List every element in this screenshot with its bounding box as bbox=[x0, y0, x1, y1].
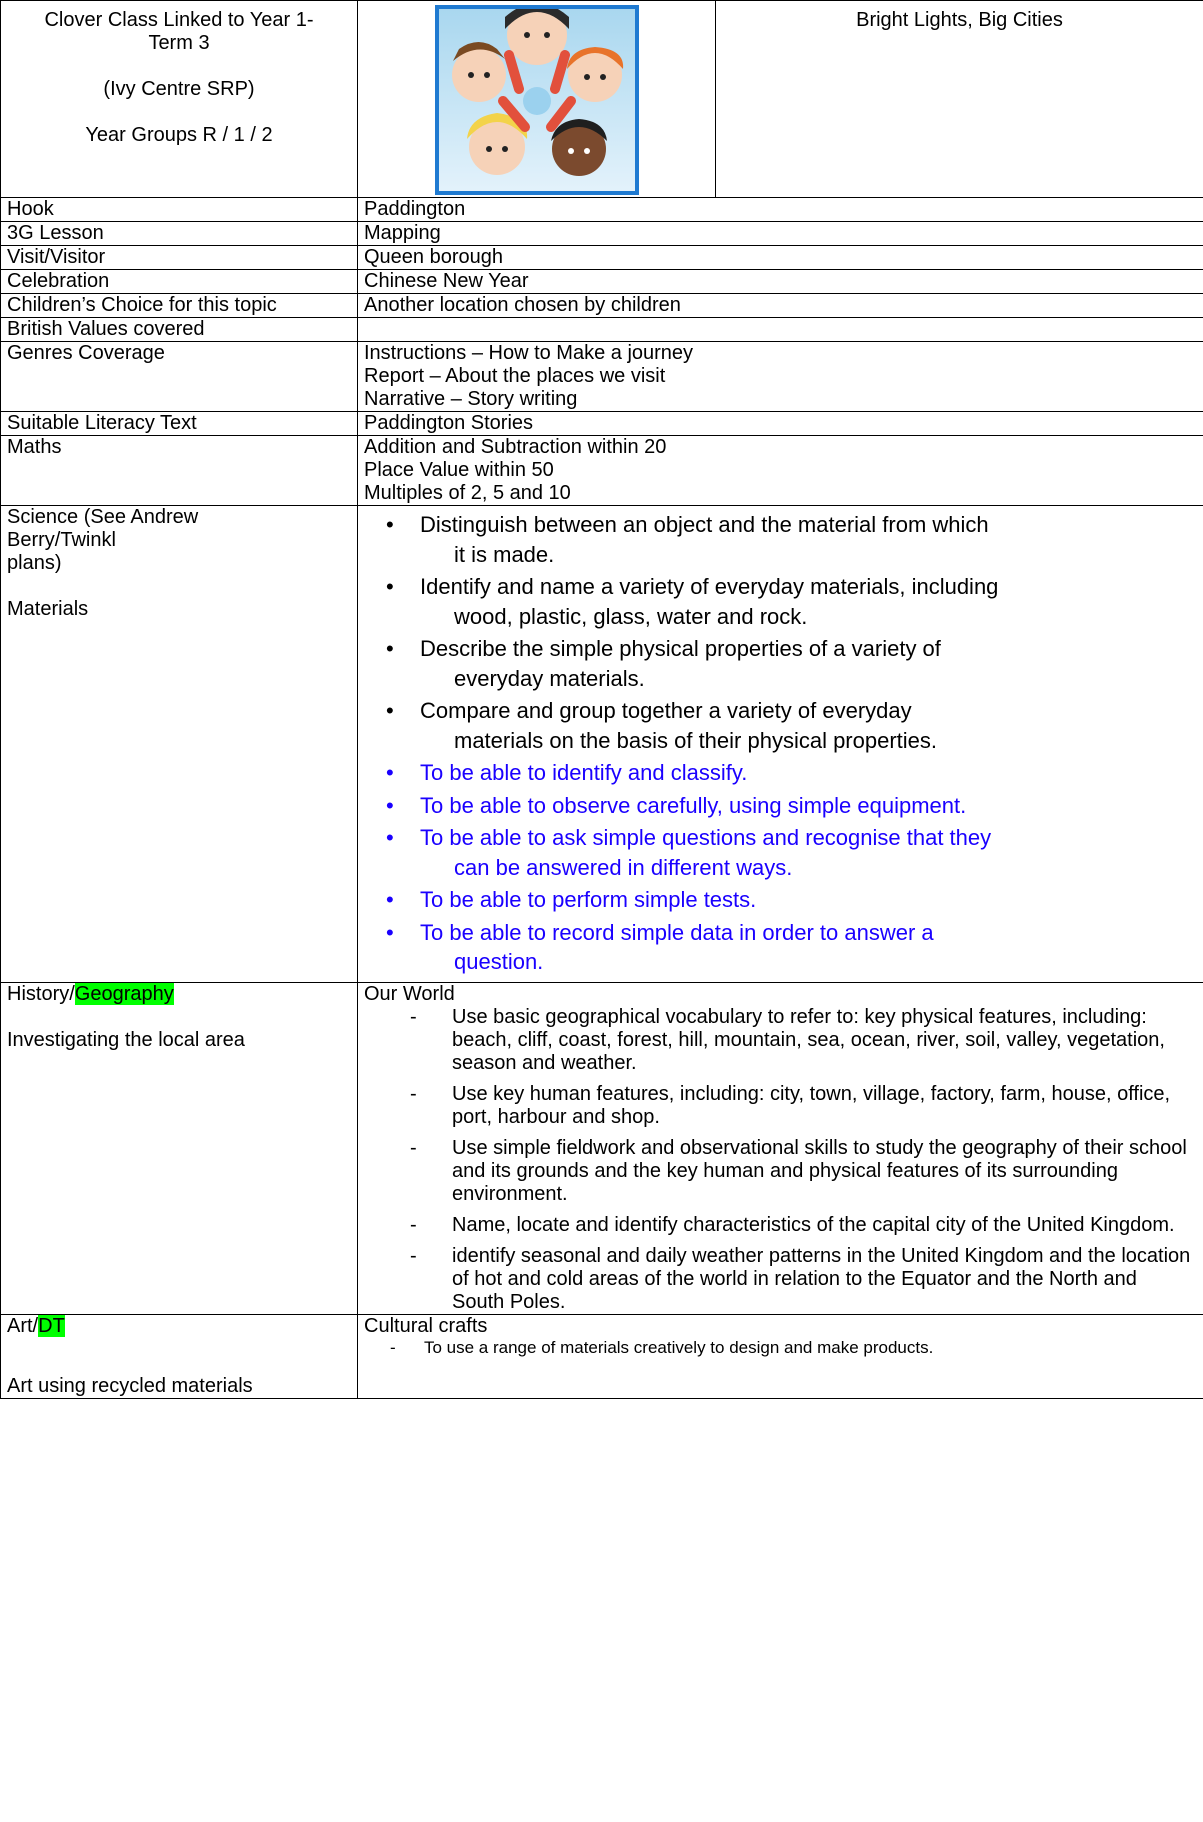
art-label: Art/DT bbox=[7, 1314, 65, 1337]
row-value: Paddington Stories bbox=[358, 412, 1203, 436]
bullet-icon: • bbox=[386, 919, 394, 945]
geography-highlight: Geography bbox=[74, 982, 174, 1005]
children-illustration bbox=[439, 9, 635, 191]
art-dash-list bbox=[364, 1338, 1197, 1358]
row-science bbox=[1, 506, 1203, 983]
row-value: Paddington bbox=[358, 198, 1203, 222]
row-value bbox=[358, 318, 1203, 342]
science-label-line: Berry/Twinkl bbox=[7, 529, 116, 551]
year-groups: Year Groups R / 1 / 2 bbox=[85, 124, 273, 146]
history-item: - Use basic geographical vocabulary to refer to: key physical features, including: beach, cliff, coast, forest, hill, mountain, sea, ocean, river, soil, valley, vegetation, season and weather. bbox=[410, 1005, 1165, 1074]
bullet-icon: • bbox=[386, 636, 394, 661]
maths-item: Addition and Subtraction within 20 bbox=[364, 436, 667, 458]
row-value bbox=[358, 342, 1203, 412]
dt-highlight: DT bbox=[38, 1314, 65, 1337]
art-objectives bbox=[358, 1314, 1203, 1398]
science-label-line: Science (See Andrew bbox=[7, 506, 199, 528]
art-item: - To use a range of materials creatively to design and make products. bbox=[390, 1337, 934, 1357]
row-label: Visit/Visitor bbox=[1, 246, 358, 270]
row-label bbox=[1, 982, 358, 1314]
science-objectives bbox=[358, 506, 1203, 983]
science-bullet-list bbox=[364, 510, 1197, 977]
logo-cell bbox=[358, 1, 716, 198]
row-label: Genres Coverage bbox=[1, 342, 358, 412]
row-history-geography bbox=[1, 982, 1203, 1314]
science-skill-bullet: • To be able to perform simple tests. bbox=[364, 885, 1197, 915]
row-genres bbox=[1, 342, 1203, 412]
science-bullet: • Identify and name a variety of everyday materials, including wood, plastic, glass, water and rock. bbox=[386, 574, 999, 629]
bullet-icon: • bbox=[386, 792, 394, 818]
history-objectives bbox=[358, 982, 1203, 1314]
art-heading: Cultural crafts bbox=[364, 1314, 488, 1337]
row-visit bbox=[1, 246, 1203, 270]
row-label: Suitable Literacy Text bbox=[1, 412, 358, 436]
maths-item: Place Value within 50 bbox=[364, 459, 554, 481]
genre-item: Report – About the places we visit bbox=[364, 365, 666, 387]
science-skill-bullet: • To be able to observe carefully, using simple equipment. bbox=[364, 791, 1197, 821]
row-childrens-choice bbox=[1, 294, 1203, 318]
bullet-icon: • bbox=[386, 698, 394, 723]
science-label-line: Materials bbox=[7, 598, 89, 620]
row-maths bbox=[1, 436, 1203, 506]
history-item: - identify seasonal and daily weather patterns in the United Kingdom and the location of hot and cold areas of the world in relation to the Equator and the North and South Poles. bbox=[410, 1244, 1191, 1313]
row-value: Mapping bbox=[358, 222, 1203, 246]
row-3g-lesson bbox=[1, 222, 1203, 246]
science-label-line: plans) bbox=[7, 552, 62, 574]
row-label bbox=[1, 1314, 358, 1398]
header-row bbox=[1, 1, 1203, 198]
row-value bbox=[358, 436, 1203, 506]
history-dash-list bbox=[364, 1006, 1197, 1314]
bullet-icon: • bbox=[386, 512, 394, 537]
history-sub: Investigating the local area bbox=[7, 1028, 245, 1051]
history-heading: Our World bbox=[364, 982, 455, 1005]
bullet-icon: • bbox=[386, 825, 394, 850]
term: Term 3 bbox=[148, 32, 210, 54]
art-sub: Art using recycled materials bbox=[7, 1374, 253, 1397]
children-circle-logo bbox=[435, 5, 639, 195]
row-british-values bbox=[1, 318, 1203, 342]
history-item: - Use simple fieldwork and observational skills to study the geography of their school and its grounds and the key human and physical features of its surrounding environment. bbox=[410, 1136, 1187, 1205]
bullet-icon: • bbox=[386, 574, 394, 599]
row-label: Hook bbox=[1, 198, 358, 222]
bullet-icon: • bbox=[386, 887, 394, 912]
row-label: Maths bbox=[1, 436, 358, 506]
class-name: Clover Class Linked to Year 1- bbox=[44, 9, 314, 31]
row-label bbox=[1, 506, 358, 983]
class-info-cell bbox=[1, 1, 358, 198]
row-label: 3G Lesson bbox=[1, 222, 358, 246]
history-label: History/Geography bbox=[7, 982, 174, 1005]
row-hook bbox=[1, 198, 1203, 222]
topic-title-cell bbox=[716, 1, 1203, 198]
row-value: Another location chosen by children bbox=[358, 294, 1203, 318]
genre-item: Instructions – How to Make a journey bbox=[364, 342, 694, 364]
science-bullet: • Distinguish between an object and the material from which it is made. bbox=[386, 512, 989, 567]
row-celebration bbox=[1, 270, 1203, 294]
history-item: - Name, locate and identify characteristics of the capital city of the United Kingdom. bbox=[410, 1213, 1175, 1236]
row-label: Children’s Choice for this topic bbox=[1, 294, 358, 318]
science-bullet: • Compare and group together a variety of everyday materials on the basis of their physical properties. bbox=[386, 698, 938, 753]
topic-title: Bright Lights, Big Cities bbox=[856, 9, 1063, 31]
row-art-dt bbox=[1, 1314, 1203, 1398]
maths-item: Multiples of 2, 5 and 10 bbox=[364, 482, 571, 504]
row-value: Chinese New Year bbox=[358, 270, 1203, 294]
row-value: Queen borough bbox=[358, 246, 1203, 270]
row-literacy bbox=[1, 412, 1203, 436]
bullet-icon: • bbox=[386, 760, 394, 785]
science-skill-bullet: • To be able to ask simple questions and recognise that they can be answered in different ways. bbox=[386, 825, 992, 880]
genre-item: Narrative – Story writing bbox=[364, 388, 578, 410]
history-item: - Use key human features, including: city, town, village, factory, farm, house, office, port, harbour and shop. bbox=[410, 1082, 1171, 1128]
row-label: British Values covered bbox=[1, 318, 358, 342]
science-skill-bullet: • To be able to identify and classify. bbox=[364, 758, 1197, 788]
centre-name: (Ivy Centre SRP) bbox=[103, 78, 255, 100]
row-label: Celebration bbox=[1, 270, 358, 294]
science-bullet: • Describe the simple physical properties of a variety of everyday materials. bbox=[386, 636, 941, 691]
science-skill-bullet: • To be able to record simple data in order to answer a question. bbox=[386, 919, 934, 974]
